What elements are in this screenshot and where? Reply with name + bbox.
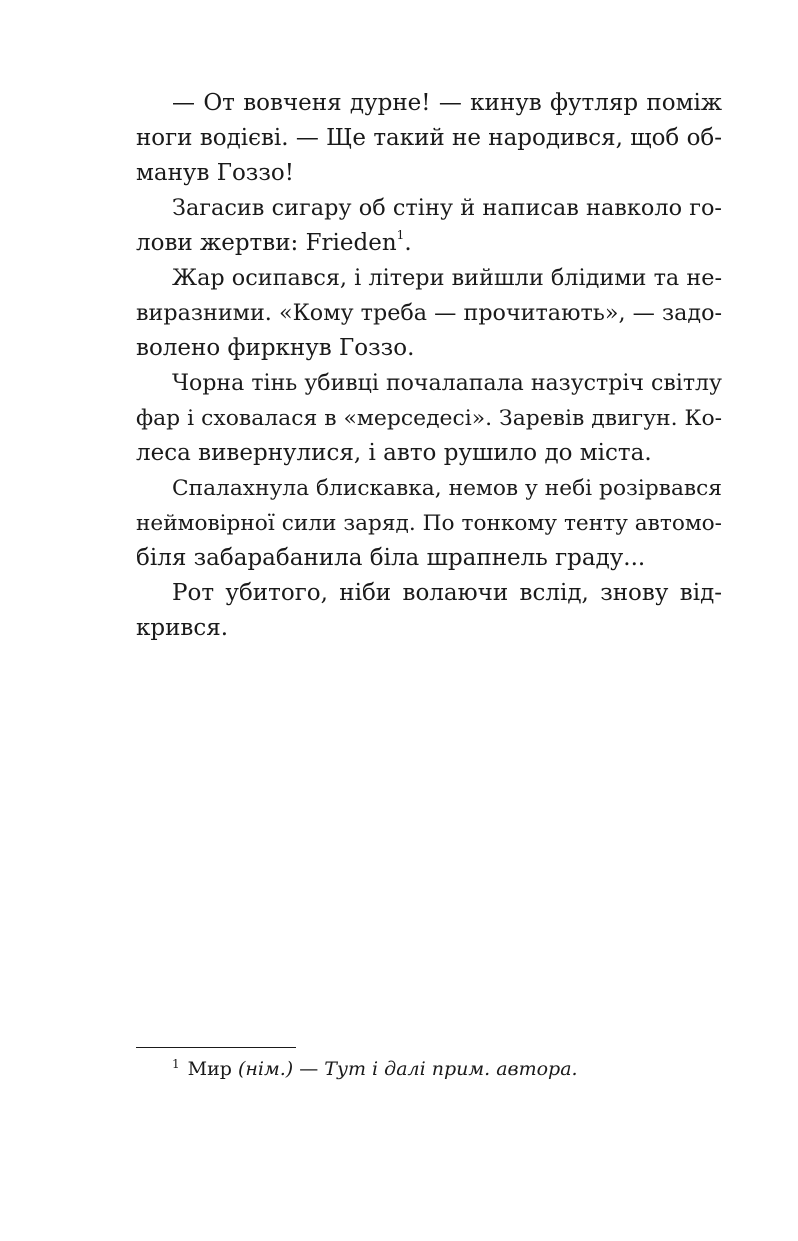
footnote-language: (нім.) — [237, 1058, 294, 1080]
footnote-note: Тут і далі прим. автора. — [324, 1058, 578, 1080]
footnote-dash: — — [299, 1058, 319, 1080]
text-line-tail: . — [404, 230, 412, 256]
text-line-content: леса вивернулися, і авто рушило до міста. — [136, 440, 652, 466]
text-line-content: Спалахнула блискавка, немов у небі розірвався — [172, 476, 722, 501]
text-line — [136, 576, 722, 611]
text-line-content: — От вовченя дурне! — кинув футляр поміж — [172, 90, 722, 116]
text-line — [136, 296, 722, 331]
text-line-content: лови жертви: Frieden — [136, 230, 397, 256]
text-line — [136, 156, 722, 191]
text-line — [136, 191, 722, 226]
text-line-content: фар і сховалася в «мерседесі». Заревів двигун. Ко- — [136, 406, 722, 431]
main-text — [136, 86, 722, 646]
text-line-content: волено фиркнув Гоззо. — [136, 335, 415, 361]
text-line — [136, 611, 722, 646]
footnote-reference[interactable]: 1 — [396, 228, 405, 243]
text-line — [136, 541, 722, 576]
text-line-content: Рот убитого, ніби волаючи вслід, знову від- — [172, 580, 722, 606]
text-line — [136, 366, 722, 401]
footnote — [172, 1055, 578, 1085]
text-line — [136, 401, 722, 436]
footnote-divider — [136, 1047, 296, 1048]
text-line — [136, 506, 722, 541]
text-line — [136, 331, 722, 366]
text-line-content: крився. — [136, 615, 229, 641]
text-line — [136, 436, 722, 471]
text-line-content: Загасив сигару об стіну й написав навколо го- — [172, 195, 722, 221]
footnote-mark: 1 — [172, 1057, 180, 1071]
text-line-content: неймовірної сили заряд. По тонкому тенту автомо- — [136, 511, 722, 536]
text-line — [136, 121, 722, 156]
text-line-content: Жар осипався, і літери вийшли блідими та не- — [172, 265, 722, 291]
text-line — [136, 261, 722, 296]
text-line-content: Чорна тінь убивці почалапала назустріч світлу — [172, 371, 722, 396]
text-line-content: ноги водієві. — Ще такий не народився, щоб об- — [136, 125, 722, 151]
text-line-content: манув Гоззо! — [136, 160, 294, 186]
footnote-word: Мир — [187, 1058, 232, 1080]
text-line — [136, 86, 722, 121]
text-line-content: біля забарабанила біла шрапнель граду... — [136, 545, 646, 571]
text-line-content: виразними. «Кому треба — прочитають», — задо- — [136, 300, 722, 326]
text-line — [136, 226, 722, 261]
text-line — [136, 471, 722, 506]
